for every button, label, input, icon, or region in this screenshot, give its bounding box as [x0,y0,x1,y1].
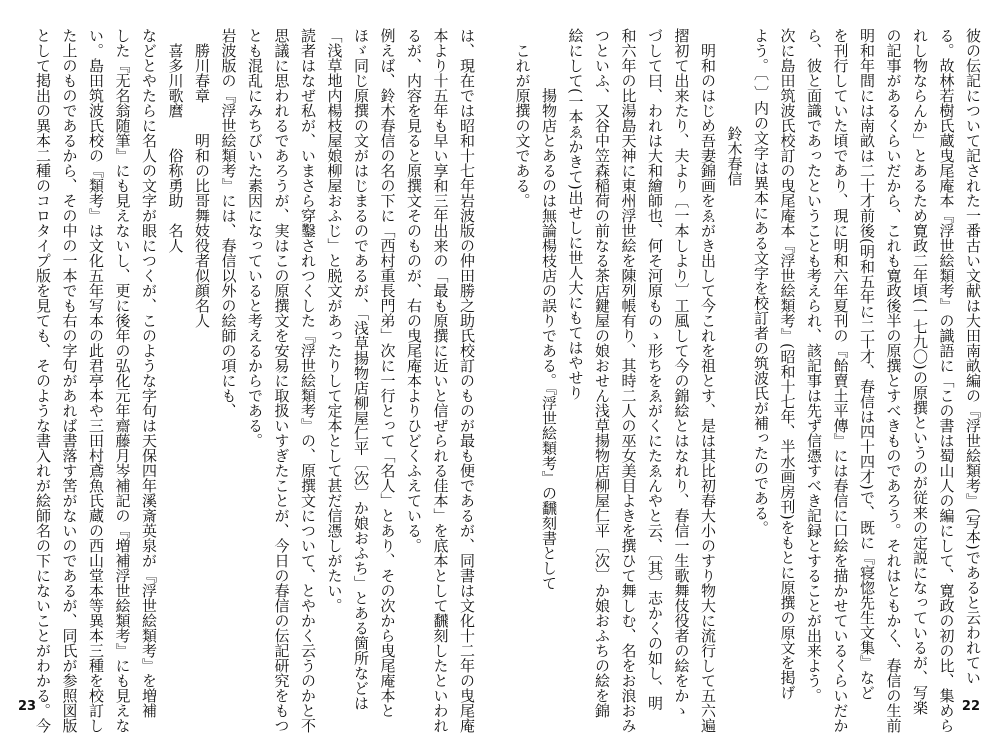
text-line: 絵にして(一本ゑかきて)出せしに世人大にもてはやせり [566,28,585,400]
text-line: づして曰、われは大和繪師也、何そ河原ものゝ形ちをゑがくにたゑんやと云、〔其〕志かくの如し、明 [646,28,664,711]
text-line: 思議に思われるであろうが、実はこの原撰文を安易に取扱いすぎたことが、今日の春信の伝記研究をもつ [272,28,291,733]
text-line: 揚物店とあるのは無論楊枝店の誤りである。『浮世絵類考』の飜刻書として [540,88,558,591]
text-line: い。島田筑波氏校の『類考』は文化五年写本の此君亭本や三田村鳶魚氏蔵の西山堂本等異本三種を校訂し [87,28,105,733]
text-line: 喜多川歌麿 俗称勇助 名人 [166,43,185,253]
text-line: 彼の伝記について記された一番古い文献は大田南畝編の『浮世絵類考』(写本)であると云われてい [964,28,982,685]
right-page [500,0,1000,732]
text-line: 勝川春章 明和の比哥舞妓役者似顔名人 [193,43,211,328]
text-line: つといふ、又谷中笠森稲荷の前なる茶店鍵屋の娘おせん浅草揚物店柳屋仁平〔次〕か娘おふちの絵を錦 [593,28,611,718]
text-line: は、現在では昭和十七年岩波版の仲田勝之助氏校訂のものが最も便であるが、同書は文化十二年の曳尾庵 [458,28,476,733]
text-line: 例えば、鈴木春信の名の下に「西村重長門弟」次に一行とって「名人」とあり、その次から曳尾庵本と [378,28,397,718]
text-line: 明和のはじめ吾妻錦画をゑがき出して今これを祖とす、是は其比初春大小のすり物大に流行して五六遍 [699,43,717,733]
entry-heading: 鈴木春信 [725,125,744,186]
text-line: る。故林若樹氏蔵曳尾庵本『浮世絵類考』の識語に「この書は蜀山人の編にして、寛政の初の比、集めら [937,28,956,733]
text-line: 本より十五年も早い享和三年出来の「最も原撰に近いと信ぜられる佳本」を底本として飜刻したといわれ [431,28,450,733]
text-line: 岩波版の『浮世絵類考』には、春信以外の絵師の項にも、 [219,28,238,418]
text-line: 明和年間には南畝は二十才前後(明和五年に二十才、春信は四十四才)で、既に『寝惚先生文集』など [858,28,876,700]
page-number: 23 [18,699,37,714]
text-line: した『无名翁随筆』にも見えないし、更に後年の弘化元年齋藤月岑補記の『増補浮世絵類考』にも見えな [113,28,132,733]
text-line: を刊行していた頃であり、現に明和六年夏刊の『飴賣土平傳』には春信に口絵を描かせているくらいだか [831,28,850,733]
left-page [0,0,500,732]
page-number: 22 [961,699,980,714]
text-line: 次に島田筑波氏校訂の曳尾庵本『浮世絵類考』(昭和十七年、半水画房刊)をもとに原撰の原文を掲げ [778,28,797,700]
text-line: 「浅草地内楊枝屋娘柳屋おふじ」と脱文があったりして定本として甚だ信憑しがたい。 [325,28,344,613]
text-line: よう。〔 〕内の文字は異本にある文字を校訂者の筑波氏が補ったのである。 [752,28,770,536]
text-line: れし物ならんか」とあるため寛政二年頃(一七九〇)の原撰というのが従来の定説になっているが、写楽 [911,28,929,715]
text-line: 摺初て出来たり、夫より〔一本しより〕工風して今の錦絵とはなれり、春信一生歌舞伎役者の絵をかゝ [672,28,691,718]
text-line: 読者はなぜ私が、いまさら穿鑿されつくした『浮世絵類考』の、原撰文について、とやかく云うのかと不 [299,28,317,733]
text-line: るが、内容を見ると原撰文そのものが、右の曳尾庵本よりひどくふえている。 [405,28,423,553]
text-line: 和六年の比湯島天神に東州浮世絵を陳列帳有り、其時二人の巫女美目よきを撰ひて舞しむ、名をお浪おみ [619,28,638,733]
text-line: ら、彼と面識であったということも考えられ、該記事は先ず信憑すべき記録とすることが出来よう。 [805,28,823,703]
text-line: などとやたらに名人の文字が眼につくが、このような字句は天保四年溪斎英泉が『浮世絵類考』を増補 [140,28,158,718]
text-line: た上のものであるから、その中の一本でも右の字句があれば書落す筈がないのであるが、同氏が参照図版 [60,28,79,733]
text-line: とも混乱にみちびいた素因になっていると考えるからである。 [246,28,264,448]
text-line: として掲出の異本二種のコロタイプ版を見ても、そのような書入れが絵師名の下にないことがわかる。今 [34,28,52,733]
text-line: これが原撰の文である。 [513,43,532,208]
text-line: の記事があるくらいだから、これも寛政後半の原撰とすべきものであろう。それはともかく、春信の生前 [884,28,903,733]
text-line: ほゞ同じ原撰の文がはじまるのであるが、「浅草揚物店柳屋仁平〔次〕か娘おふち」とある箇所などは [352,28,370,711]
